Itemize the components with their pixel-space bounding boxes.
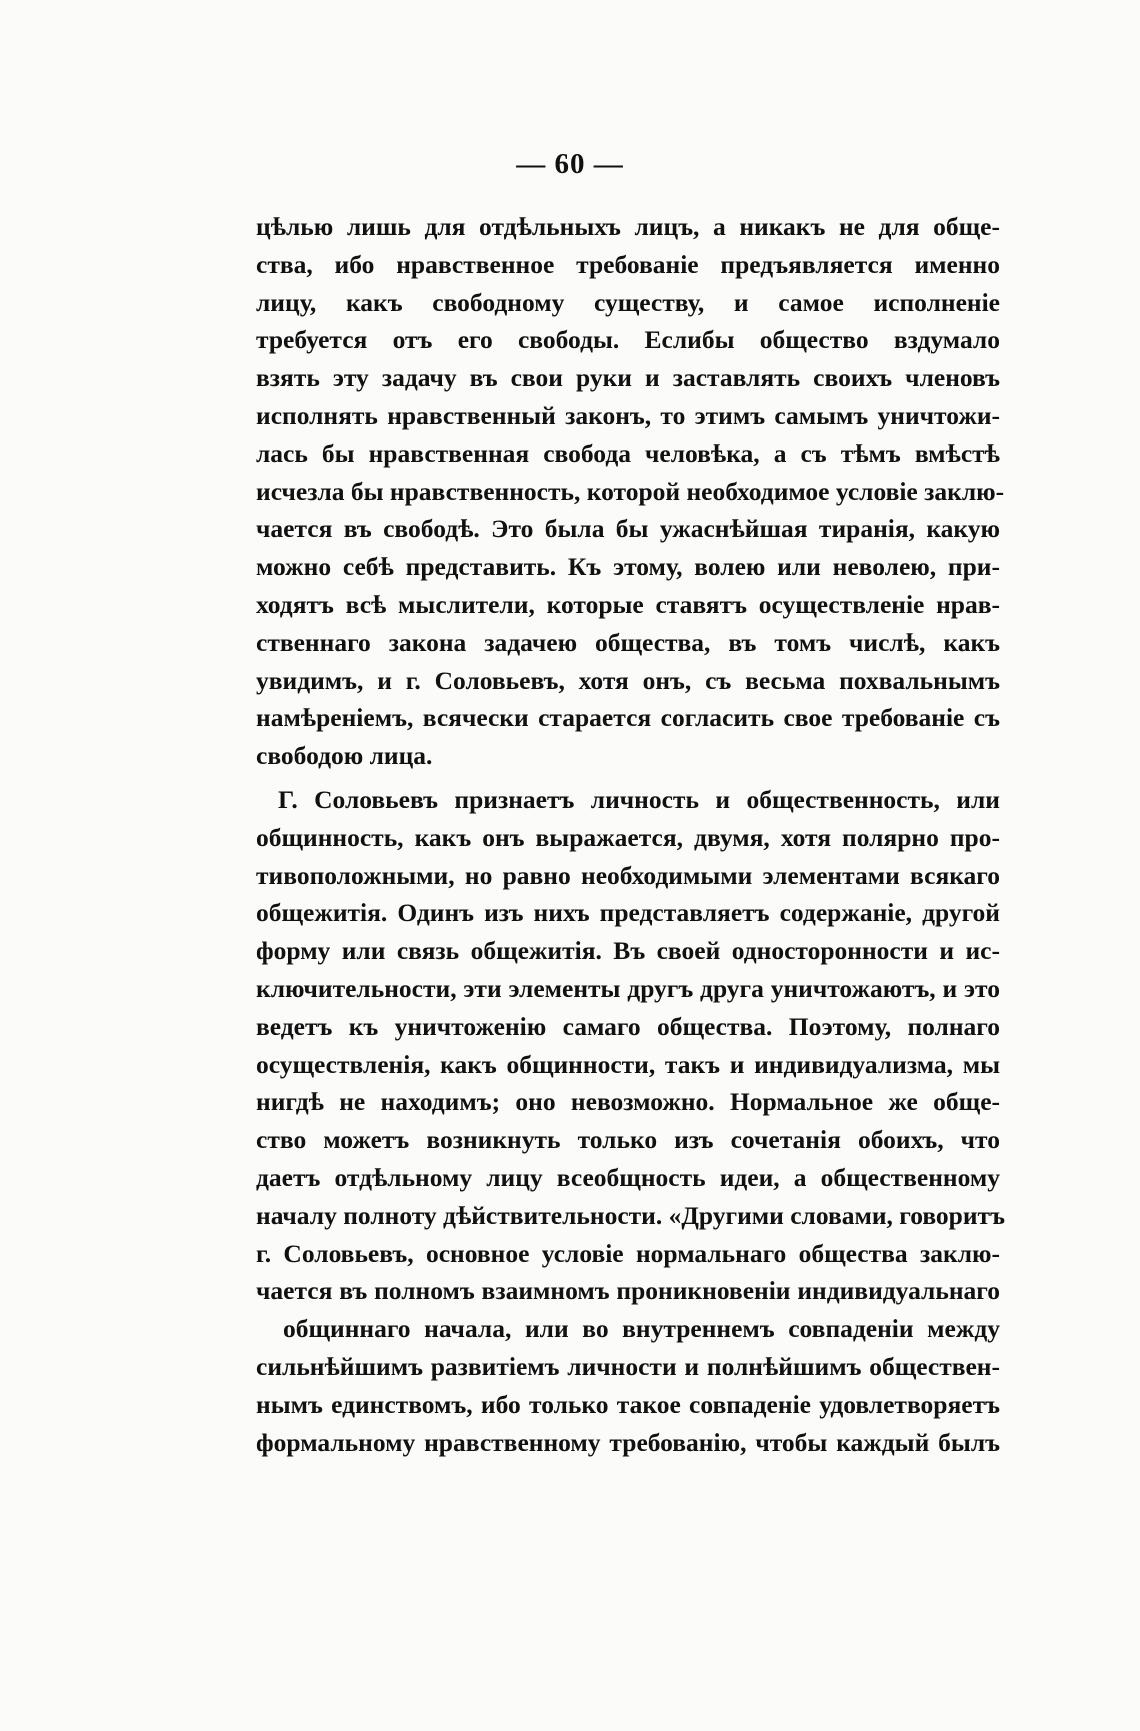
text-line: свободою лица. (256, 741, 433, 771)
text-line: ственнаго закона задачею общества, въ томъ числѣ, какъ (256, 627, 1000, 657)
text-line: чается въ свободѣ. Это была бы ужаснѣйшая тиранія, какую (256, 514, 1000, 544)
text-line: исчезла бы нравственность, которой необходимое условіе заклю- (256, 476, 1005, 506)
text-line: ства, ибо нравственное требованіе предъявляется именно (256, 249, 1000, 279)
text-line: ходятъ всѣ мыслители, которые ставятъ осуществленіе нрав- (256, 589, 1000, 619)
text-line: ведетъ къ уничтоженію самаго общества. Поэтому, полнаго (256, 1011, 1000, 1041)
text-line: формальному нравственному требованію, чтобы каждый былъ (256, 1427, 1000, 1457)
text-line: ство можетъ возникнуть только изъ сочетанія обоихъ, что (256, 1125, 1000, 1155)
text-line: нигдѣ не находимъ; оно невозможно. Нормальное же обще- (256, 1087, 1000, 1117)
text-line: общиннаго начала, или во внутреннемъ совпаденіи между (283, 1314, 1000, 1344)
text-line: тивоположными, но равно необходимыми элементами всякаго (256, 860, 1000, 890)
text-line: общинность, какъ онъ выражается, двумя, хотя полярно про- (256, 822, 1000, 852)
text-line: общежитія. Одинъ изъ нихъ представляетъ содержаніе, другой (256, 898, 1000, 928)
text-line: даетъ отдѣльному лицу всеобщность идеи, а общественному (256, 1162, 1000, 1192)
text-line: г. Соловьевъ, основное условіе нормальнаго общества заклю- (256, 1238, 1000, 1268)
body-text (256, 208, 1005, 1461)
text-line: требуется отъ его свободы. Еслибы общество вздумало (256, 325, 1000, 355)
text-line: сильнѣйшимъ развитіемъ личности и полнѣйшимъ обществен- (256, 1351, 1000, 1381)
text-line: увидимъ, и г. Соловьевъ, хотя онъ, съ весьма похвальнымъ (256, 665, 1000, 695)
paragraph-2 (256, 781, 1005, 1461)
text-line: осуществленія, какъ общинности, такъ и индивидуализма, мы (256, 1049, 1000, 1079)
page-number: — 60 — (516, 148, 624, 180)
text-line: взять эту задачу въ свои руки и заставлять своихъ членовъ (256, 363, 1000, 393)
text-line: лицу, какъ свободному существу, и самое исполненіе (256, 287, 1000, 317)
text-line: форму или связь общежитія. Въ своей односторонности и ис- (256, 936, 1000, 966)
text-line: лась бы нравственная свобода человѣка, а съ тѣмъ вмѣстѣ (256, 438, 1000, 468)
text-line: цѣлью лишь для отдѣльныхъ лицъ, а никакъ не для обще- (256, 212, 1000, 241)
text-line: намѣреніемъ, всячески старается согласить свое требованіе съ (256, 703, 1000, 733)
text-line: нымъ единствомъ, ибо только такое совпаденіе удовлетворяетъ (256, 1389, 1000, 1419)
paragraph-1 (256, 208, 1005, 775)
text-line: Г. Соловьевъ признаетъ личность и общественность, или (278, 784, 1000, 814)
text-line: можно себѣ представить. Къ этому, волею или неволею, при- (256, 552, 1000, 582)
text-line: чается въ полномъ взаимномъ проникновеніи индивидуальнаго (256, 1276, 1000, 1306)
text-line: ключительности, эти элементы другъ друга уничтожаютъ, и это (256, 973, 1000, 1003)
text-line: исполнять нравственный законъ, то этимъ самымъ уничтожи- (256, 400, 1000, 430)
text-line: началу полноту дѣйствительности. «Другими словами, говоритъ (256, 1200, 1005, 1230)
